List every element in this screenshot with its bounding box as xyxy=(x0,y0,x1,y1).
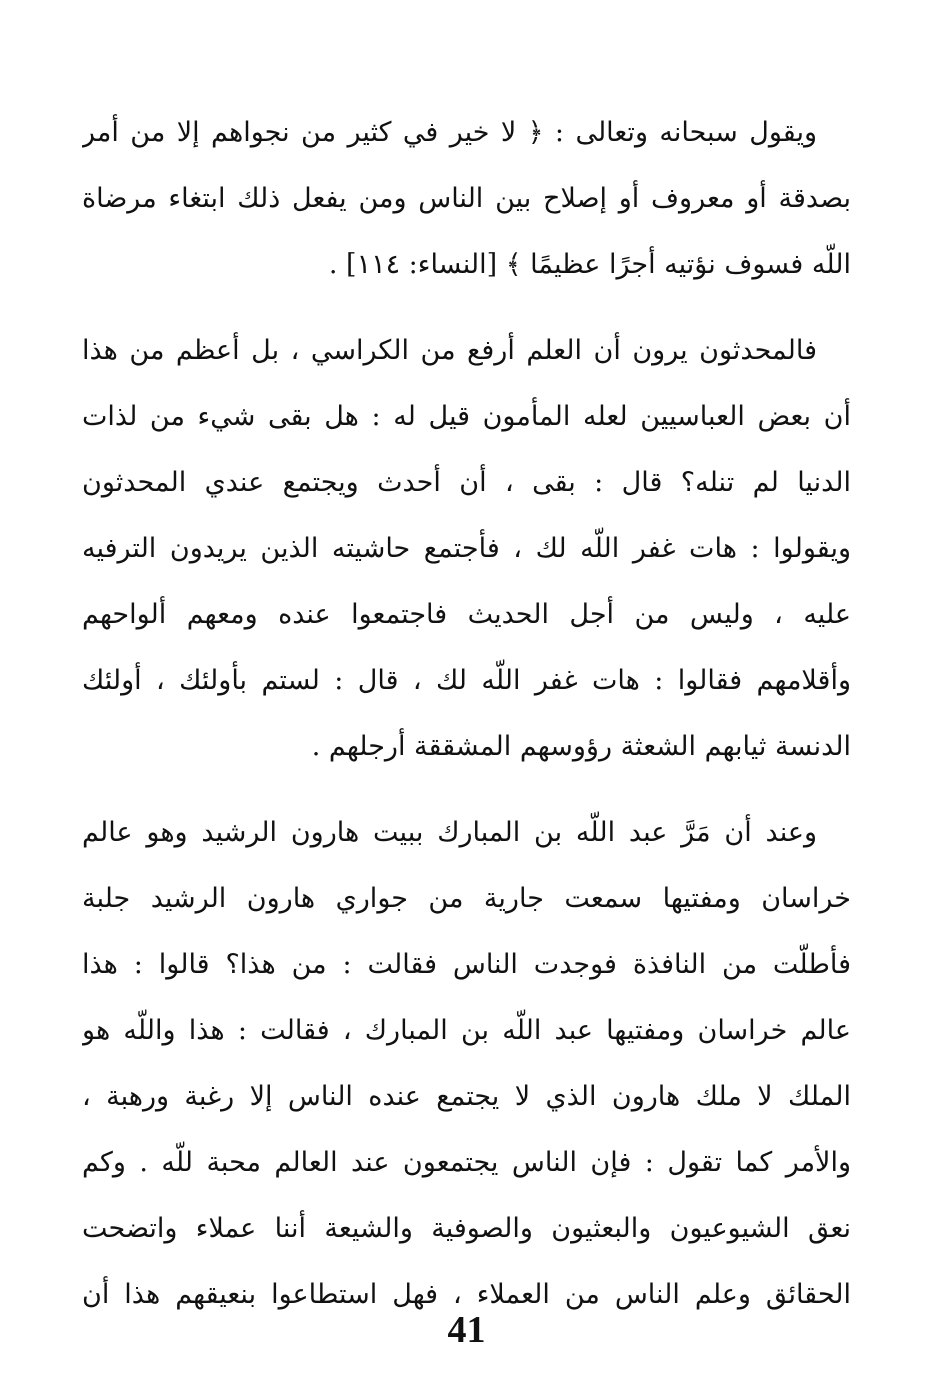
text-line: اللّه فسوف نؤتيه أجرًا عظيمًا ﴾ [النساء: ١١٤] . xyxy=(328,249,851,280)
text-line: بصدقة أو معروف أو إصلاح بين الناس ومن يفعل ذلك ابتغاء مرضاة xyxy=(82,183,851,214)
paragraph-ibn-al-mubarak xyxy=(82,800,851,1328)
text-line: خراسان ومفتيها سمعت جارية من جواري هارون الرشيد جلبة xyxy=(82,883,851,914)
page-number: 41 xyxy=(447,1309,486,1351)
text-line: والأمر كما تقول : فإن الناس يجتمعون عند العالم محبة للّه . وكم xyxy=(82,1147,851,1178)
text-line: فالمحدثون يرون أن العلم أرفع من الكراسي ، بل أعظم من هذا xyxy=(82,335,817,366)
body-text xyxy=(82,100,851,1348)
text-line: وعند أن مَرَّ عبد اللّه بن المبارك ببيت هارون الرشيد وهو عالم xyxy=(82,817,817,848)
text-line: الملك لا ملك هارون الذي لا يجتمع عنده الناس إلا رغبة ورهبة ، xyxy=(82,1081,851,1112)
text-line: أن بعض العباسيين لعله المأمون قيل له : هل بقى شيء من لذات xyxy=(82,401,851,432)
text-line: ويقول سبحانه وتعالى : ﴿ لا خير في كثير من نجواهم إلا من أمر xyxy=(82,117,817,148)
text-line: نعق الشيوعيون والبعثيون والصوفية والشيعة أننا عملاء واتضحت xyxy=(82,1213,851,1244)
text-line: ويقولوا : هات غفر اللّه لك ، فأجتمع حاشيته الذين يريدون الترفيه xyxy=(82,533,851,564)
text-line: وأقلامهم فقالوا : هات غفر اللّه لك ، قال : لستم بأولئك ، أولئك xyxy=(82,665,851,696)
text-line: الدنسة ثيابهم الشعثة رؤوسهم المشققة أرجلهم . xyxy=(311,731,851,762)
paragraph-quran-verse xyxy=(82,100,851,298)
text-line: الدنيا لم تنله؟ قال : بقى ، أن أحدث ويجتمع عندي المحدثون xyxy=(82,467,851,498)
paragraph-muhaddithun xyxy=(82,318,851,780)
text-line: فأطلّت من النافذة فوجدت الناس فقالت : من هذا؟ قالوا : هذا xyxy=(82,949,851,980)
text-line: الحقائق وعلم الناس من العملاء ، فهل استطاعوا بنعيقهم هذا أن xyxy=(82,1279,851,1310)
text-line: عالم خراسان ومفتيها عبد اللّه بن المبارك ، فقالت : هذا واللّه هو xyxy=(82,1015,851,1046)
text-line: عليه ، وليس من أجل الحديث فاجتمعوا عنده ومعهم ألواحهم xyxy=(82,599,851,630)
